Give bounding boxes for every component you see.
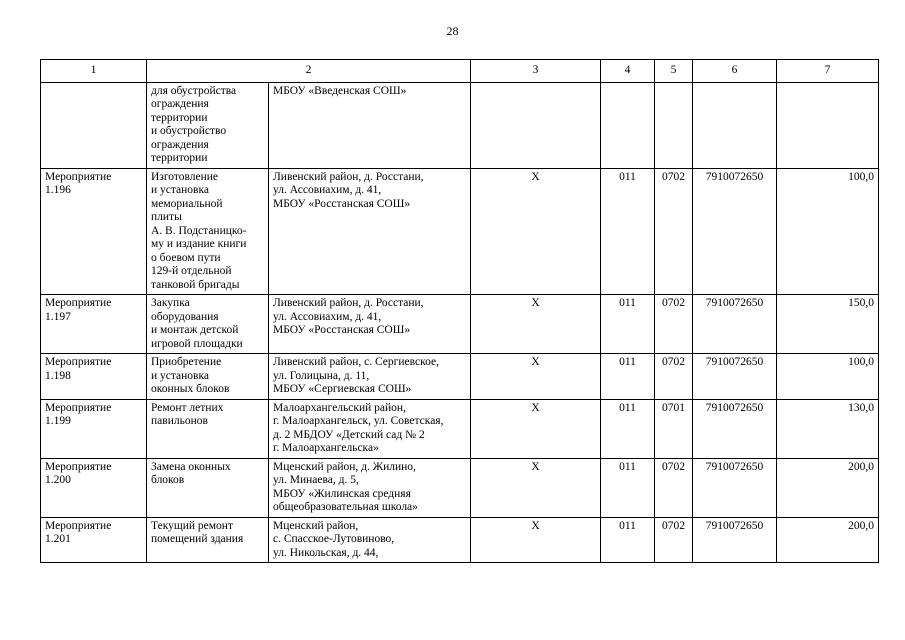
col5-cell: 0702	[655, 295, 693, 354]
col3-cell: Х	[471, 354, 601, 400]
address-cell-line: Ливенский район, д. Росстани,	[273, 297, 424, 309]
name-cell-line: оконных блоков	[151, 383, 230, 395]
table-row	[41, 354, 879, 400]
col4-cell: 011	[601, 399, 655, 458]
address-cell-line: общеобразовательная школа»	[273, 501, 418, 513]
address-cell	[269, 399, 471, 458]
name-cell-line: ограждения	[151, 98, 209, 110]
name-cell-line: и установка	[151, 369, 210, 382]
address-cell-line: МБОУ «Введенская СОШ»	[273, 84, 407, 97]
event-cell	[41, 517, 147, 563]
address-cell-line: МБОУ «Росстанская СОШ»	[273, 197, 411, 210]
col3-cell: Х	[471, 517, 601, 563]
column-header: 6	[693, 60, 777, 83]
col5-cell: 0701	[655, 399, 693, 458]
name-cell-line: плиты	[151, 211, 182, 223]
name-cell-line: павильонов	[151, 415, 208, 427]
event-cell-line: Мероприятие	[45, 460, 112, 473]
address-cell-line: ул. Минаева, д. 5,	[273, 474, 359, 486]
col6-cell: 7910072650	[693, 168, 777, 295]
address-cell-line: г. Малоархангельск, ул. Советская,	[273, 415, 444, 427]
col7-cell: 100,0	[777, 354, 879, 400]
column-header: 7	[777, 60, 879, 83]
column-header: 2	[147, 60, 471, 83]
name-cell-line: 129-й отдельной	[151, 265, 232, 277]
col3-cell: Х	[471, 399, 601, 458]
name-cell-line: му и издание книги	[151, 238, 247, 250]
col7-cell: 150,0	[777, 295, 879, 354]
col3-cell	[471, 82, 601, 168]
event-cell-line: 1.197	[45, 310, 71, 323]
col7-cell: 100,0	[777, 168, 879, 295]
name-cell-line: оборудования	[151, 310, 219, 323]
name-cell-line: Закупка	[151, 297, 190, 309]
name-cell-line: о боевом пути	[151, 251, 221, 264]
address-cell	[269, 517, 471, 563]
event-cell-line: Мероприятие	[45, 401, 112, 414]
column-header: 3	[471, 60, 601, 83]
col4-cell	[601, 82, 655, 168]
event-cell-line: 1.201	[45, 533, 71, 545]
event-cell-line: Мероприятие	[45, 170, 112, 183]
col7-cell	[777, 82, 879, 168]
name-cell-line: танковой бригады	[151, 278, 240, 291]
name-cell-line: для обустройства	[151, 84, 237, 97]
name-cell-line: мемориальной	[151, 197, 223, 210]
name-cell-line: блоков	[151, 474, 185, 486]
event-cell	[41, 458, 147, 517]
address-cell-line: Ливенский район, с. Сергиевское,	[273, 356, 439, 368]
col4-cell: 011	[601, 354, 655, 400]
name-cell	[147, 354, 269, 400]
address-cell-line: ул. Ассовиахим, д. 41,	[273, 184, 382, 196]
column-header: 5	[655, 60, 693, 83]
col5-cell: 0702	[655, 354, 693, 400]
col6-cell: 7910072650	[693, 399, 777, 458]
col5-cell	[655, 82, 693, 168]
col6-cell: 7910072650	[693, 458, 777, 517]
event-cell	[41, 82, 147, 168]
col7-cell: 130,0	[777, 399, 879, 458]
name-cell-line: А. В. Подстаницко-	[151, 224, 247, 237]
name-cell-line: и обустройство	[151, 125, 227, 137]
col7-cell: 200,0	[777, 517, 879, 563]
table-header-row	[41, 60, 879, 83]
address-cell-line: Мценский район, д. Жилино,	[273, 460, 416, 473]
address-cell-line: г. Малоархангельска»	[273, 442, 379, 454]
col4-cell: 011	[601, 168, 655, 295]
event-cell	[41, 168, 147, 295]
event-cell-line: 1.199	[45, 415, 71, 427]
address-cell	[269, 458, 471, 517]
address-cell-line: ул. Никольская, д. 44,	[273, 546, 379, 559]
event-cell-line: Мероприятие	[45, 519, 112, 532]
table-row	[41, 295, 879, 354]
name-cell-line: Ремонт летних	[151, 401, 224, 414]
address-cell-line: д. 2 МБДОУ «Детский сад № 2	[273, 428, 425, 441]
col4-cell: 011	[601, 458, 655, 517]
col6-cell	[693, 82, 777, 168]
event-cell-line: 1.196	[45, 184, 71, 196]
event-cell-line: 1.200	[45, 474, 71, 486]
table-row	[41, 82, 879, 168]
page-number: 28	[446, 24, 459, 38]
col3-cell: Х	[471, 168, 601, 295]
table-row	[41, 458, 879, 517]
name-cell-line: игровой площадки	[151, 337, 243, 350]
table-row	[41, 399, 879, 458]
col5-cell: 0702	[655, 168, 693, 295]
name-cell-line: и установка	[151, 184, 210, 196]
name-cell	[147, 82, 269, 168]
col4-cell: 011	[601, 517, 655, 563]
event-cell	[41, 295, 147, 354]
address-cell	[269, 82, 471, 168]
address-cell-line: МБОУ «Жилинская средняя	[273, 487, 411, 500]
col6-cell: 7910072650	[693, 354, 777, 400]
event-cell	[41, 354, 147, 400]
col3-cell: Х	[471, 458, 601, 517]
name-cell	[147, 295, 269, 354]
table-row	[41, 517, 879, 563]
budget-table	[40, 59, 879, 563]
address-cell-line: Мценский район,	[273, 519, 359, 532]
col6-cell: 7910072650	[693, 517, 777, 563]
name-cell	[147, 458, 269, 517]
event-cell-line: 1.198	[45, 369, 71, 382]
name-cell-line: ограждения	[151, 138, 209, 151]
col4-cell: 011	[601, 295, 655, 354]
address-cell	[269, 295, 471, 354]
column-header: 1	[41, 60, 147, 83]
event-cell-line: Мероприятие	[45, 297, 112, 309]
column-header: 4	[601, 60, 655, 83]
address-cell-line: МБОУ «Сергиевская СОШ»	[273, 383, 412, 395]
name-cell	[147, 168, 269, 295]
address-cell	[269, 168, 471, 295]
name-cell	[147, 399, 269, 458]
address-cell-line: ул. Ассовиахим, д. 41,	[273, 310, 382, 323]
name-cell-line: Изготовление	[151, 170, 219, 183]
event-cell-line: Мероприятие	[45, 356, 112, 368]
name-cell-line: Текущий ремонт	[151, 519, 233, 532]
name-cell-line: помещений здания	[151, 533, 244, 545]
col5-cell: 0702	[655, 458, 693, 517]
event-cell	[41, 399, 147, 458]
address-cell-line: с. Спасское-Лутовиново,	[273, 533, 395, 545]
name-cell-line: территории	[151, 111, 208, 124]
name-cell-line: и монтаж детской	[151, 324, 239, 336]
col6-cell: 7910072650	[693, 295, 777, 354]
address-cell-line: Малоархангельский район,	[273, 401, 406, 414]
name-cell-line: Приобретение	[151, 356, 222, 368]
address-cell-line: Ливенский район, д. Росстани,	[273, 170, 424, 183]
col5-cell: 0702	[655, 517, 693, 563]
address-cell	[269, 354, 471, 400]
name-cell-line: Замена оконных	[151, 460, 231, 473]
name-cell-line: территории	[151, 152, 208, 164]
table-row	[41, 168, 879, 295]
name-cell	[147, 517, 269, 563]
col3-cell: Х	[471, 295, 601, 354]
col7-cell: 200,0	[777, 458, 879, 517]
address-cell-line: ул. Голицына, д. 11,	[273, 369, 370, 382]
address-cell-line: МБОУ «Росстанская СОШ»	[273, 324, 411, 336]
